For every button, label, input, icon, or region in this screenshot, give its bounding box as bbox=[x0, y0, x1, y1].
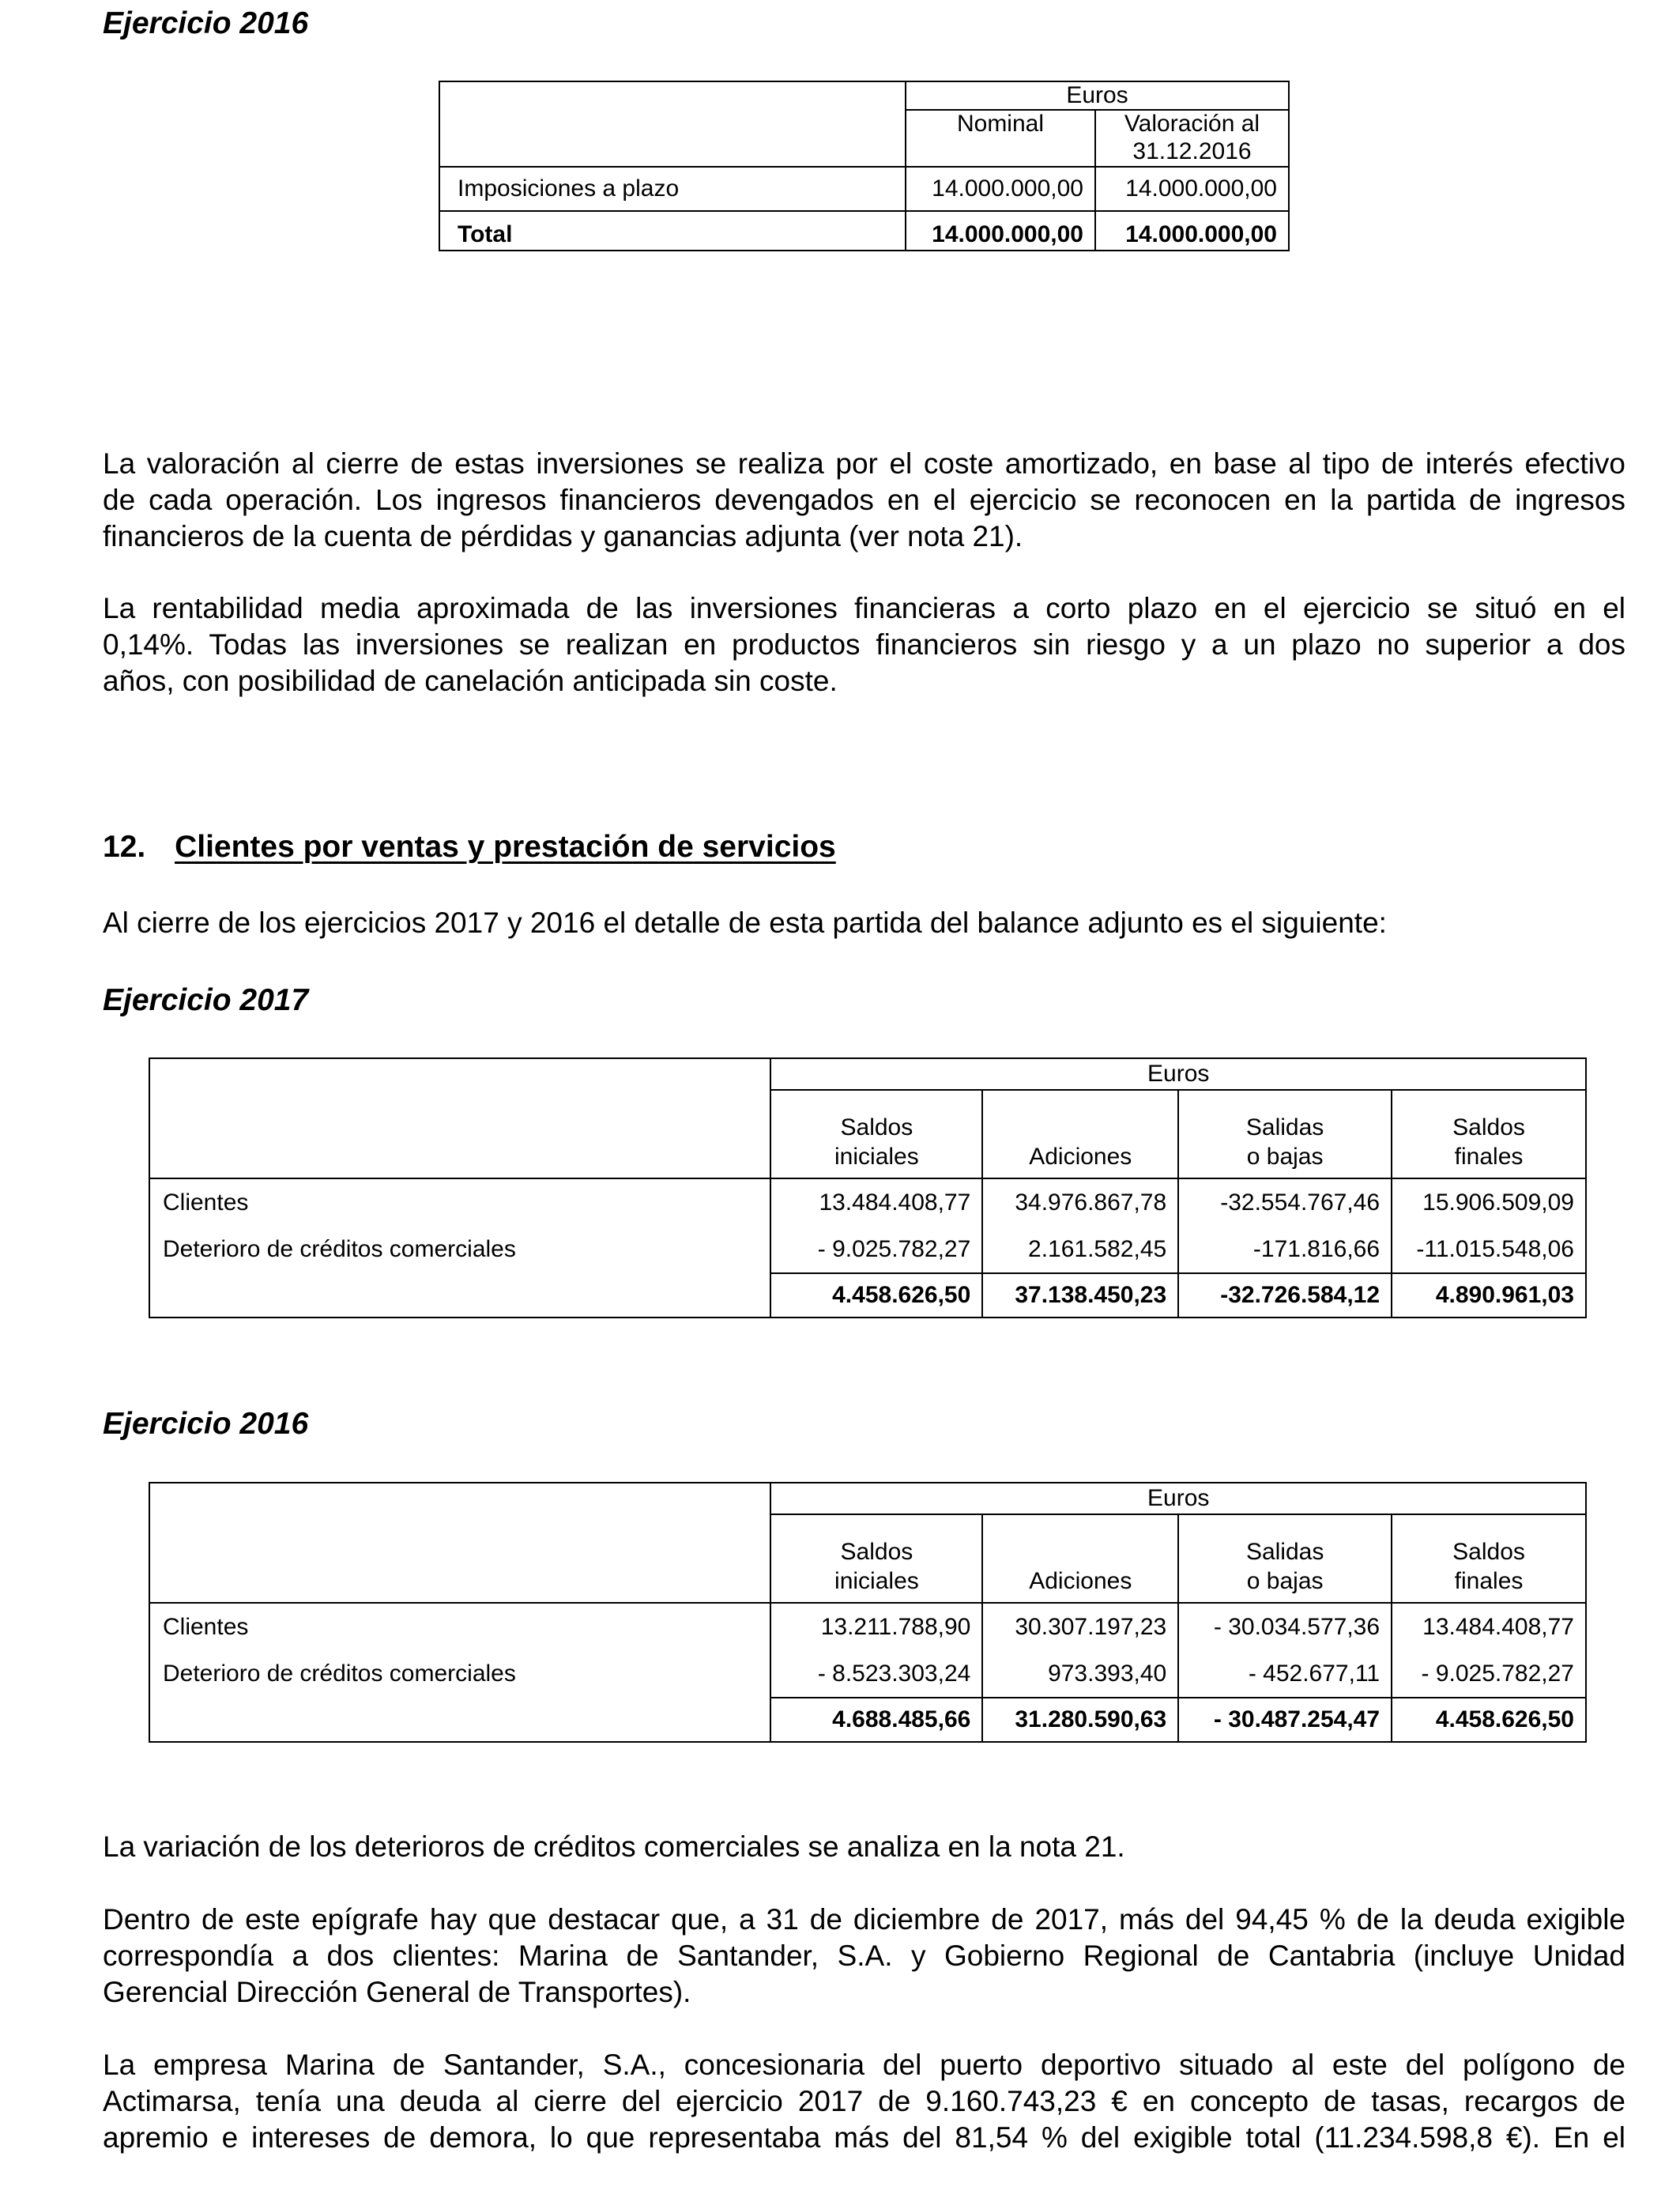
euros-group-header: Euros bbox=[906, 81, 1289, 110]
col-header-nominal: Nominal bbox=[906, 110, 1095, 138]
table-row bbox=[149, 1178, 1586, 1226]
cell-value: 973.393,40 bbox=[982, 1650, 1178, 1698]
paragraph-marina-santander bbox=[103, 2047, 1625, 2156]
total-value: - 30.487.254,47 bbox=[1178, 1698, 1392, 1742]
header-line: iniciales bbox=[834, 1568, 919, 1594]
col-header-adiciones bbox=[982, 1090, 1178, 1178]
section-title-text: Clientes por ventas y prestación de servicios bbox=[175, 830, 836, 864]
empty-cell bbox=[906, 138, 1095, 167]
text-line: Dentro de este epígrafe hay que destacar que, a 31 de diciembre de 2017, más del 94,45 % de la deuda exigible bbox=[103, 1903, 1625, 1936]
col-header-valoracion-l2: 31.12.2016 bbox=[1095, 138, 1289, 167]
heading-ejercicio-2016-top: Ejercicio 2016 bbox=[103, 6, 309, 40]
cell-nominal: 14.000.000,00 bbox=[906, 167, 1095, 211]
row-label: Clientes bbox=[149, 1178, 770, 1226]
header-line: Salidas bbox=[1245, 1539, 1324, 1565]
col-header-saldos-finales bbox=[1392, 1090, 1586, 1178]
text-line: 0,14%. Todas las inversiones se realizan en productos financieros sin riesgo y a un plazo no superior a dos bbox=[103, 628, 1625, 661]
paragraph-variacion bbox=[103, 1829, 1625, 1865]
table-corner bbox=[149, 1058, 770, 1178]
total-value: 4.458.626,50 bbox=[1392, 1698, 1586, 1742]
cell-valoracion: 14.000.000,00 bbox=[1125, 175, 1277, 202]
cell-value: 30.307.197,23 bbox=[982, 1603, 1178, 1650]
text-line: Gerencial Dirección General de Transportes). bbox=[103, 1976, 691, 2008]
text-line: apremio e intereses de demora, lo que representaba más del 81,54 % del exigible total (11.234.598,8 €). En el bbox=[103, 2121, 1625, 2154]
cell-value: -171.816,66 bbox=[1178, 1226, 1392, 1273]
section-12-intro: Al cierre de los ejercicios 2017 y 2016 el detalle de esta partida del balance adjunto es el siguiente: bbox=[103, 907, 1387, 939]
text-line: Actimarsa, tenía una deuda al cierre del ejercicio 2017 de 9.160.743,23 € en concepto de tasas, recargos de bbox=[103, 2085, 1625, 2117]
euros-group-header: Euros bbox=[770, 1058, 1586, 1090]
cell-value: - 9.025.782,27 bbox=[1421, 1660, 1574, 1687]
header-line: Saldos bbox=[840, 1114, 913, 1140]
header-line: Salidas bbox=[1245, 1114, 1324, 1140]
col-header-salidas bbox=[1178, 1514, 1392, 1603]
clientes-2016-table bbox=[149, 1482, 1587, 1743]
header-line: finales bbox=[1454, 1568, 1524, 1594]
header-line: o bajas bbox=[1246, 1568, 1324, 1594]
text-line: La empresa Marina de Santander, S.A., concesionaria del puerto deportivo situado al este del polígono de bbox=[103, 2049, 1625, 2081]
col-header-saldos-iniciales bbox=[770, 1514, 982, 1603]
header-line: finales bbox=[1454, 1144, 1524, 1170]
cell-value: 2.161.582,45 bbox=[982, 1226, 1178, 1273]
table-row bbox=[149, 1650, 1586, 1698]
header-line: Saldos bbox=[1452, 1114, 1525, 1140]
paragraph-rentabilidad bbox=[103, 590, 1625, 699]
total-row bbox=[149, 1273, 1586, 1318]
paragraph-valoracion bbox=[103, 446, 1625, 555]
total-value: 37.138.450,23 bbox=[982, 1273, 1178, 1318]
total-label: Total bbox=[458, 221, 513, 247]
section-number: 12. bbox=[103, 830, 146, 864]
row-label: Deterioro de créditos comerciales bbox=[149, 1226, 770, 1273]
table-row bbox=[439, 167, 1289, 211]
total-value: -32.726.584,12 bbox=[1178, 1273, 1392, 1318]
cell-value: - 452.677,11 bbox=[1178, 1650, 1392, 1698]
total-row bbox=[439, 211, 1289, 251]
text-line: La rentabilidad media aproximada de las inversiones financieras a corto plazo en el ejercicio se situó en el bbox=[103, 592, 1625, 624]
col-header-salidas bbox=[1178, 1090, 1392, 1178]
total-valoracion: 14.000.000,00 bbox=[1125, 221, 1277, 247]
total-value: 4.458.626,50 bbox=[770, 1273, 982, 1318]
cell-value: 13.211.788,90 bbox=[770, 1603, 982, 1650]
cell-value: 15.906.509,09 bbox=[1422, 1189, 1574, 1216]
heading-ejercicio-2016: Ejercicio 2016 bbox=[103, 1407, 309, 1441]
col-header-saldos-finales bbox=[1392, 1514, 1586, 1603]
section-12-title bbox=[103, 830, 836, 865]
heading-ejercicio-2017: Ejercicio 2017 bbox=[103, 983, 309, 1017]
row-label: Clientes bbox=[149, 1603, 770, 1650]
total-row bbox=[149, 1698, 1586, 1742]
total-value: 31.280.590,63 bbox=[982, 1698, 1178, 1742]
total-nominal: 14.000.000,00 bbox=[906, 211, 1095, 251]
header-line: iniciales bbox=[834, 1144, 919, 1170]
imposiciones-table bbox=[439, 81, 1290, 251]
total-value: 4.688.485,66 bbox=[770, 1698, 982, 1742]
table-corner bbox=[149, 1483, 770, 1603]
table-row bbox=[149, 1603, 1586, 1650]
cell-value: -32.554.767,46 bbox=[1178, 1178, 1392, 1226]
empty-cell bbox=[149, 1273, 770, 1318]
col-header-saldos-iniciales bbox=[770, 1090, 982, 1178]
text-line: financieros de la cuenta de pérdidas y ganancias adjunta (ver nota 21). bbox=[103, 520, 1023, 552]
table-row bbox=[149, 1226, 1586, 1273]
clientes-2017-table bbox=[149, 1057, 1587, 1318]
euros-group-header: Euros bbox=[770, 1483, 1586, 1514]
cell-value: 13.484.408,77 bbox=[1422, 1613, 1574, 1640]
text-line: años, con posibilidad de canelación anticipada sin coste. bbox=[103, 665, 838, 697]
header-line: Saldos bbox=[840, 1539, 913, 1565]
cell-value: - 8.523.303,24 bbox=[770, 1650, 982, 1698]
table-corner bbox=[439, 81, 906, 167]
header-line: Adiciones bbox=[1029, 1144, 1132, 1170]
col-header-adiciones bbox=[982, 1514, 1178, 1603]
header-line: Saldos bbox=[1452, 1539, 1525, 1565]
cell-value: -11.015.548,06 bbox=[1416, 1235, 1574, 1262]
col-header-valoracion-l1: Valoración al bbox=[1095, 110, 1289, 138]
text-line: La valoración al cierre de estas inversiones se realiza por el coste amortizado, en base al tipo de interés efectivo bbox=[103, 447, 1625, 480]
cell-value: 13.484.408,77 bbox=[770, 1178, 982, 1226]
cell-value: - 30.034.577,36 bbox=[1178, 1603, 1392, 1650]
cell-value: - 9.025.782,27 bbox=[770, 1226, 982, 1273]
cell-value: 34.976.867,78 bbox=[982, 1178, 1178, 1226]
header-line: o bajas bbox=[1246, 1144, 1324, 1170]
header-line: Adiciones bbox=[1029, 1568, 1132, 1594]
row-label: Deterioro de créditos comerciales bbox=[149, 1650, 770, 1698]
total-value: 4.890.961,03 bbox=[1392, 1273, 1586, 1318]
empty-cell bbox=[149, 1698, 770, 1742]
row-label: Imposiciones a plazo bbox=[458, 175, 680, 202]
text-line: de cada operación. Los ingresos financieros devengados en el ejercicio se reconocen en la partida de ingresos bbox=[103, 484, 1625, 516]
text-line: correspondía a dos clientes: Marina de Santander, S.A. y Gobierno Regional de Cantabria (incluye Unidad bbox=[103, 1940, 1625, 1972]
text-line: La variación de los deterioros de créditos comerciales se analiza en la nota 21. bbox=[103, 1830, 1125, 1863]
paragraph-deuda-exigible bbox=[103, 1902, 1625, 2011]
